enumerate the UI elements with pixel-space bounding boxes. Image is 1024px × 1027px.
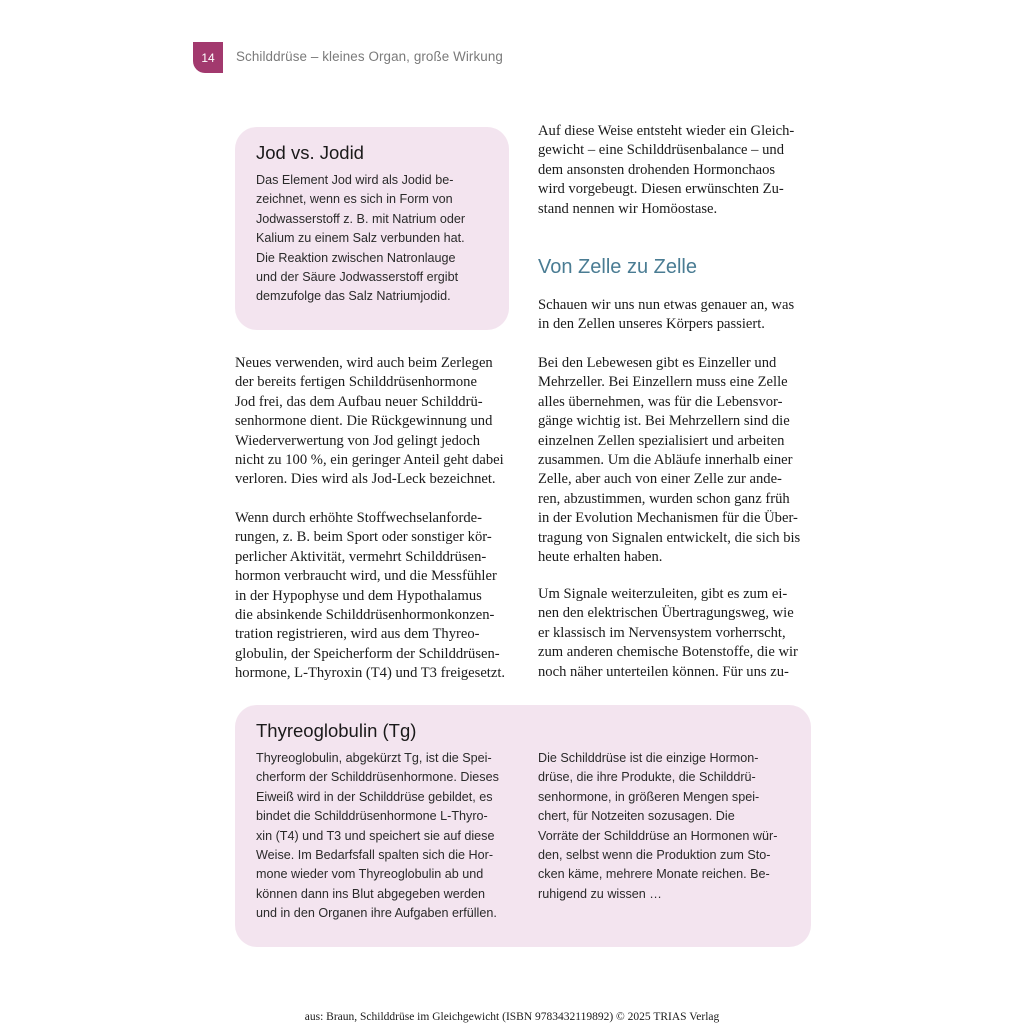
text-line: gewicht – eine Schilddrüsenbalance – und	[538, 142, 784, 159]
left-paragraph-1	[235, 354, 515, 490]
text-line: nen den elektrischen Übertragungsweg, wie	[538, 605, 794, 622]
right-paragraph-2	[538, 296, 818, 335]
text-line: in den Zellen unseres Körpers passiert.	[538, 316, 765, 333]
text-line: Kalium zu einem Salz verbunden hat.	[256, 231, 465, 246]
text-line: Jodwasserstoff z. B. mit Natrium oder	[256, 211, 466, 226]
info-box-jod-title: Jod vs. Jodid	[256, 142, 364, 163]
text-line: Bei den Lebewesen gibt es Einzeller und	[538, 355, 777, 371]
text-line: er klassisch im Nervensystem vorherrscht,	[538, 624, 786, 641]
text-line: noch näher unterteilen können. Für uns zu-	[538, 663, 789, 680]
text-line: zeichnet, wenn es sich in Form von	[256, 192, 453, 207]
text-line: und in den Organen ihre Aufgaben erfüllen.	[256, 906, 497, 921]
text-line: alles übernehmen, was für die Lebensvor-	[538, 393, 783, 410]
text-line: hormone, L-Thyroxin (T4) und T3 freigesetzt.	[235, 665, 506, 682]
section-heading: Von Zelle zu Zelle	[538, 256, 697, 278]
text-line: Die Reaktion zwischen Natronlauge	[256, 250, 456, 265]
text-line: in der Evolution Mechanismen für die Über-	[538, 510, 798, 527]
text-line: demzufolge das Salz Natriumjodid.	[256, 289, 451, 304]
text-line: xin (T4) und T3 und speichert sie auf diese	[256, 828, 495, 843]
text-line: Eiweiß wird in der Schilddrüse gebildet, es	[256, 789, 493, 804]
info-box-thyreoglobulin-right-text	[538, 749, 777, 904]
text-line: stand nennen wir Homöostase.	[538, 200, 718, 217]
text-line: senhormone, in größeren Mengen spei-	[538, 789, 760, 804]
text-line: globulin, der Speicherform der Schilddrüsen-	[235, 645, 500, 662]
text-line: Thyreoglobulin, abgekürzt Tg, ist die Spei-	[256, 751, 492, 765]
text-line: Die Schilddrüse ist die einzige Hormon-	[538, 751, 759, 765]
text-line: hormon verbraucht wird, und die Messfühler	[235, 568, 497, 585]
text-line: zum anderen chemische Botenstoffe, die wir	[538, 644, 798, 661]
text-line: Wiederverwertung von Jod gelingt jedoch	[235, 432, 481, 449]
page-number-badge	[193, 42, 223, 73]
info-box-jod-text	[256, 171, 465, 307]
text-line: gänge wichtig ist. Bei Mehrzellern sind die	[538, 413, 790, 430]
text-line: rungen, z. B. beim Sport oder sonstiger kör-	[235, 529, 492, 546]
page-number: 14	[201, 50, 215, 65]
text-line: cken käme, mehrere Monate reichen. Be-	[538, 867, 770, 882]
info-box-thyreoglobulin-title: Thyreoglobulin (Tg)	[256, 720, 417, 741]
text-line: perlicher Aktivität, vermehrt Schilddrüsen-	[235, 548, 487, 565]
source-footer: aus: Braun, Schilddrüse im Gleichgewicht (ISBN 9783432119892) © 2025 TRIAS Verlag	[304, 1011, 720, 1023]
text-line: heute erhalten haben.	[538, 549, 663, 566]
text-line: ruhigend zu wissen …	[538, 886, 662, 901]
text-line: der bereits fertigen Schilddrüsenhormone	[235, 374, 477, 391]
text-line: dem ansonsten drohenden Hormonchaos	[538, 161, 776, 178]
text-line: chert, für Notzeiten sozusagen. Die	[538, 809, 735, 824]
text-line: Um Signale weiterzuleiten, gibt es zum ei-	[538, 586, 788, 602]
text-line: nicht zu 100 %, ein geringer Anteil geht dabei	[235, 452, 504, 469]
text-line: Weise. Im Bedarfsfall spalten sich die Hor-	[256, 848, 494, 863]
info-box-thyreoglobulin-left-text	[256, 749, 499, 924]
text-line: können dann ins Blut abgegeben werden	[256, 886, 485, 901]
text-line: Neues verwenden, wird auch beim Zerlegen	[235, 355, 493, 371]
text-line: senhormone dient. Die Rückgewinnung und	[235, 413, 493, 430]
text-line: mone wieder vom Thyreoglobulin ab und	[256, 867, 484, 882]
text-line: bindet die Schilddrüsenhormone L-Thyro-	[256, 809, 488, 824]
text-line: drüse, die ihre Produkte, die Schilddrü-	[538, 770, 756, 785]
text-line: in der Hypophyse und dem Hypothalamus	[235, 587, 482, 604]
running-head: Schilddrüse – kleines Organ, große Wirkung	[236, 49, 503, 64]
text-line: die absinkende Schilddrüsenhormonkonzen-	[235, 607, 495, 624]
text-line: tration registrieren, wird aus dem Thyreo-	[235, 626, 480, 643]
right-paragraph-3	[538, 354, 818, 567]
text-line: Vorräte der Schilddrüse an Hormonen wür-	[538, 828, 778, 843]
text-line: wird vorgebeugt. Diesen erwünschten Zu-	[538, 181, 784, 198]
text-line: Das Element Jod wird als Jodid be-	[256, 173, 454, 187]
text-line: Zelle, aber auch von einer Zelle zur ande-	[538, 471, 782, 488]
text-line: Wenn durch erhöhte Stoffwechselanforde-	[235, 510, 482, 526]
left-paragraph-2	[235, 509, 515, 684]
right-paragraph-4	[538, 585, 818, 682]
text-line: und der Säure Jodwasserstoff ergibt	[256, 270, 459, 285]
text-line: Auf diese Weise entsteht wieder ein Gleich-	[538, 123, 795, 139]
text-line: ren, abzustimmen, wurden schon ganz früh	[538, 490, 790, 507]
right-paragraph-1	[538, 122, 818, 219]
text-line: Schauen wir uns nun etwas genauer an, was	[538, 297, 795, 313]
text-line: verloren. Dies wird als Jod-Leck bezeichnet.	[235, 471, 496, 488]
text-line: Jod frei, das dem Aufbau neuer Schilddrü-	[235, 393, 483, 410]
text-line: tragung von Signalen entwickelt, die sich bis	[538, 529, 801, 546]
text-line: zusammen. Um die Abläufe innerhalb einer	[538, 452, 793, 469]
text-line: Mehrzeller. Bei Einzellern muss eine Zelle	[538, 374, 788, 391]
text-line: den, selbst wenn die Produktion zum Sto-	[538, 848, 771, 863]
text-line: cherform der Schilddrüsenhormone. Dieses	[256, 770, 499, 785]
text-line: einzelnen Zellen spezialisiert und arbeiten	[538, 432, 785, 449]
